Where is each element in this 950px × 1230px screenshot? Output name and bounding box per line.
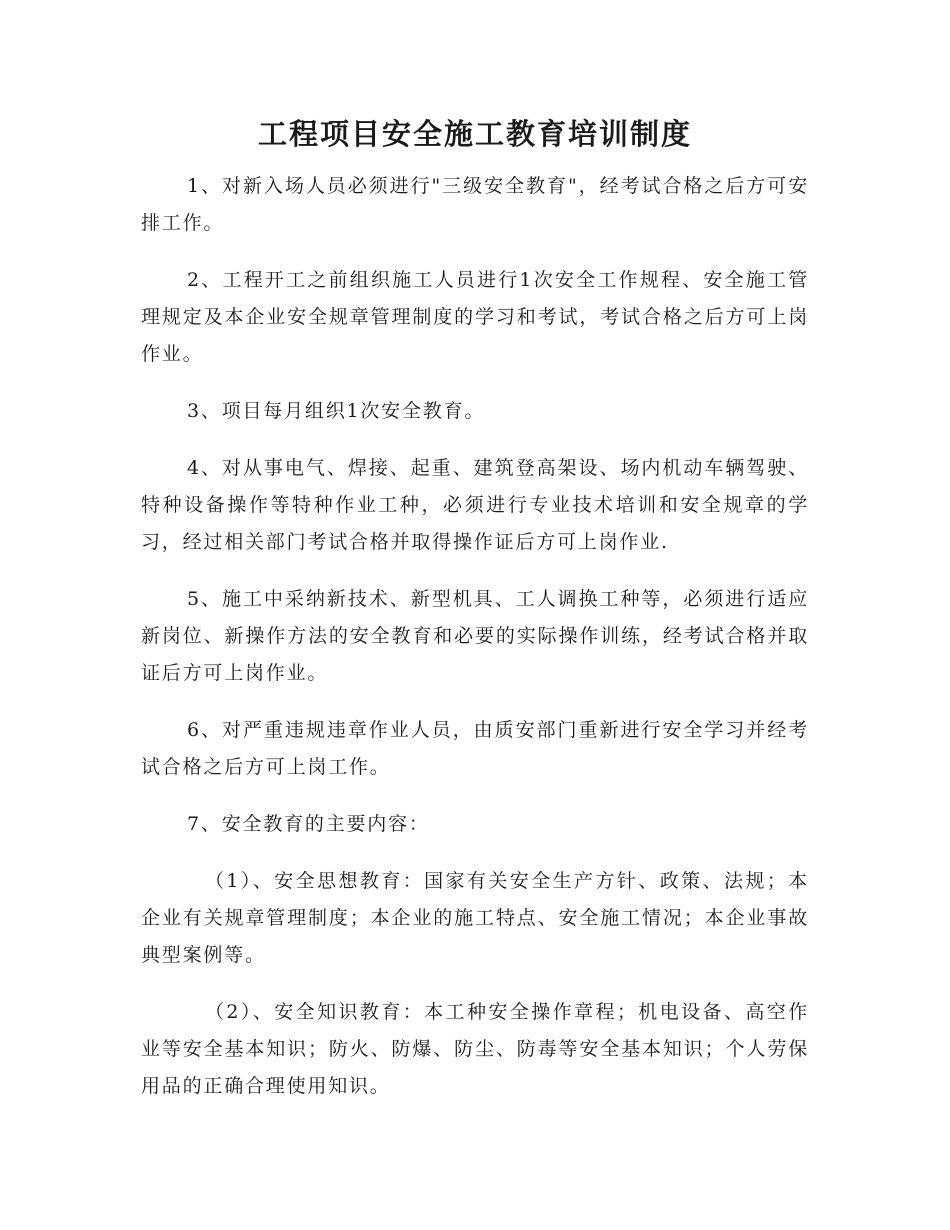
paragraph-7: 7、安全教育的主要内容： bbox=[187, 813, 430, 835]
paragraph-1: 1、对新入场人员必须进行"三级安全教育"，经考试合格之后方可安排工作。 bbox=[141, 175, 809, 234]
paragraph-2: 2、工程开工之前组织施工人员进行1次安全工作规程、安全施工管理规定及本企业安全规章管理制度的学习和考试，考试合格之后方可上岗作业。 bbox=[141, 269, 809, 365]
document-title: 工程项目安全施工教育培训制度 bbox=[257, 117, 692, 151]
paragraph-4: 4、对从事电气、焊接、起重、建筑登高架设、场内机动车辆驾驶、特种设备操作等特种作业工种，必须进行专业技术培训和安全规章的学习，经过相关部门考试合格并取得操作证后方可上岗作业. bbox=[141, 457, 809, 553]
paragraph-7-2: （2）、安全知识教育：本工种安全操作章程；机电设备、高空作业等安全基本知识；防火、防爆、防尘、防毒等安全基本知识；个人劳保用品的正确合理使用知识。 bbox=[141, 1001, 809, 1097]
paragraph-3: 3、项目每月组织1次安全教育。 bbox=[187, 400, 486, 422]
document-body bbox=[141, 168, 809, 1125]
paragraph-7-1: （1）、安全思想教育：国家有关安全生产方针、政策、法规；本企业有关规章管理制度；本企业的施工特点、安全施工情况；本企业事故典型案例等。 bbox=[141, 870, 809, 966]
paragraph-6: 6、对严重违规违章作业人员，由质安部门重新进行安全学习并经考试合格之后方可上岗工作。 bbox=[141, 719, 809, 778]
paragraph-5: 5、施工中采纳新技术、新型机具、工人调换工种等，必须进行适应新岗位、新操作方法的安全教育和必要的实际操作训练，经考试合格并取证后方可上岗作业。 bbox=[141, 588, 809, 684]
